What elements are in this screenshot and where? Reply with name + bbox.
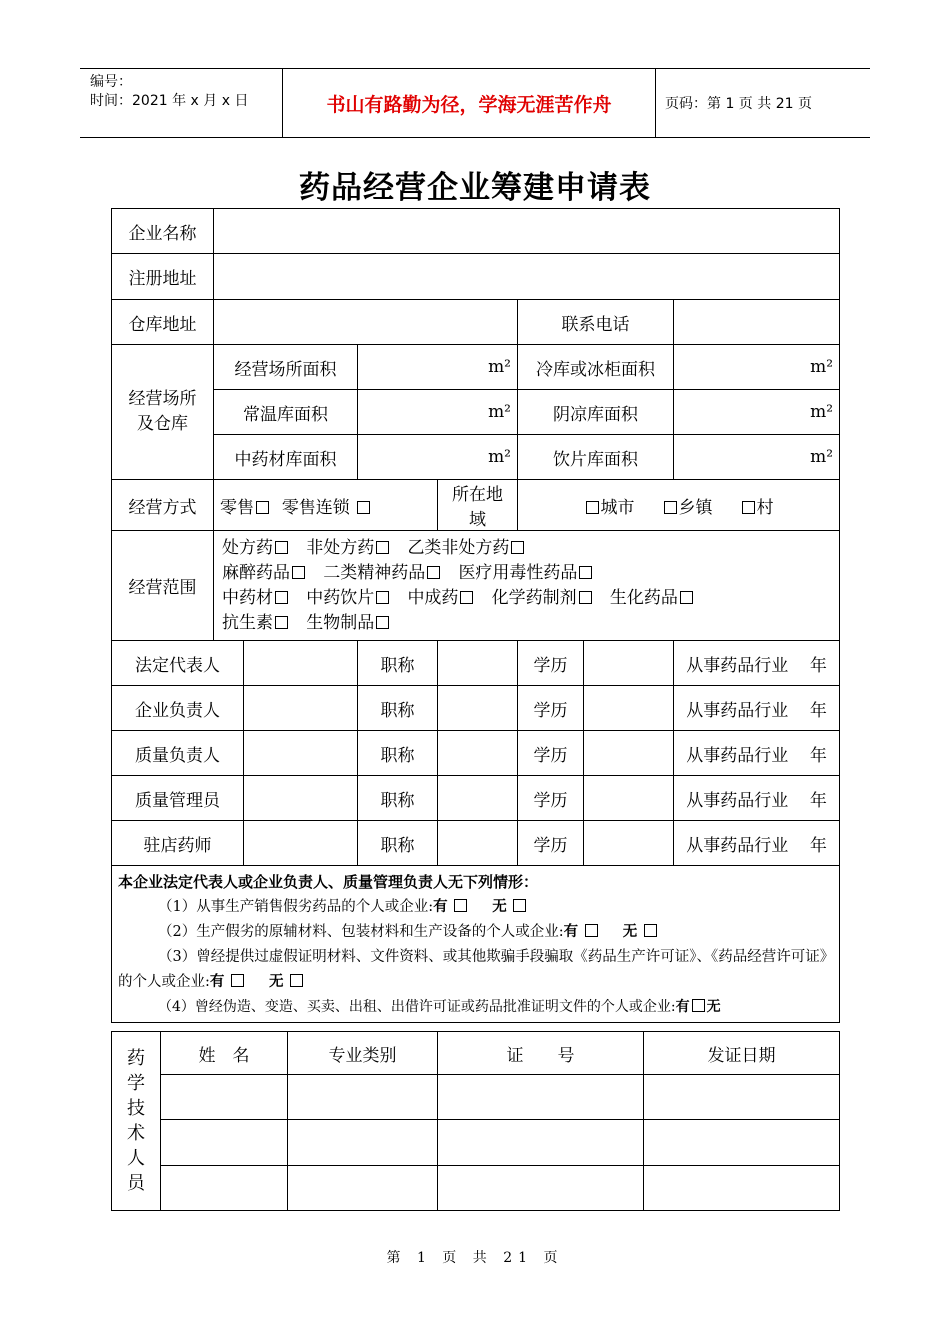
edu-field[interactable] — [584, 641, 674, 686]
personnel-row — [112, 776, 840, 821]
title-field[interactable] — [438, 776, 518, 821]
form-title: 药品经营企业筹建申请表 — [299, 170, 651, 206]
scope-item: 医疗用毒性药品 — [458, 562, 578, 583]
warehouse-address-field[interactable] — [214, 300, 518, 345]
cell[interactable] — [644, 1166, 840, 1211]
scope-checkbox[interactable] — [376, 591, 389, 604]
scope-item: 处方药 — [222, 537, 273, 558]
personnel-row — [112, 731, 840, 776]
motto: 书山有路勤为径，学海无涯苦作舟 — [282, 69, 656, 137]
years-unit: 年 — [809, 700, 827, 721]
declaration-item — [118, 895, 833, 920]
company-name-field[interactable] — [214, 209, 840, 254]
declaration-item — [118, 945, 833, 995]
page-info: 页码：第 1 页 共 21 页 — [665, 96, 812, 112]
edu-label: 学历 — [518, 821, 584, 866]
edu-field[interactable] — [584, 821, 674, 866]
years-label — [674, 776, 840, 821]
personnel-row — [112, 821, 840, 866]
business-mode-options — [214, 480, 438, 531]
scope-checkbox[interactable] — [427, 566, 440, 579]
edu-label: 学历 — [518, 641, 584, 686]
scope-checkbox[interactable] — [579, 566, 592, 579]
no-checkbox[interactable] — [290, 974, 303, 987]
area-field[interactable] — [358, 345, 518, 390]
title-label: 职称 — [358, 821, 438, 866]
area-label: 冷库或冰柜面积 — [518, 345, 674, 390]
name-field[interactable] — [244, 776, 358, 821]
declaration-item — [118, 995, 833, 1020]
area-label: 经营场所面积 — [214, 345, 358, 390]
title-field[interactable] — [438, 686, 518, 731]
time-label: 时间：2021 年 x 月 x 日 — [90, 93, 249, 109]
role-label: 企业负责人 — [112, 686, 244, 731]
chain-checkbox[interactable] — [357, 501, 370, 514]
yes-label: 有 — [433, 899, 448, 915]
years-text: 从事药品行业 — [686, 835, 789, 856]
area-field[interactable] — [358, 435, 518, 480]
number-label: 编号： — [90, 74, 132, 90]
scope-checkbox[interactable] — [376, 541, 389, 554]
no-label: 无 — [492, 899, 507, 915]
scope-checkbox[interactable] — [579, 591, 592, 604]
scope-item: 麻醉药品 — [222, 562, 290, 583]
declaration-text: （4）曾经伪造、变造、买卖、出租、出借许可证或药品批准证明文件的个人或企业: — [158, 999, 676, 1015]
pharmacist-row — [112, 1120, 840, 1166]
name-field[interactable] — [244, 821, 358, 866]
scope-checkbox[interactable] — [376, 616, 389, 629]
application-form — [111, 208, 839, 1211]
yes-label: 有 — [563, 924, 579, 940]
declaration-text: （2）生产假劣的原辅材料、包装材料和生产设备的个人或企业: — [158, 924, 564, 940]
scope-item: 二类精神药品 — [323, 562, 426, 583]
city-checkbox[interactable] — [586, 501, 599, 514]
edu-field[interactable] — [584, 731, 674, 776]
name-field[interactable] — [244, 686, 358, 731]
cell[interactable] — [161, 1075, 288, 1120]
cell[interactable] — [288, 1166, 438, 1211]
scope-options — [214, 531, 840, 641]
cell[interactable] — [644, 1120, 840, 1166]
title-label: 职称 — [358, 776, 438, 821]
title-field[interactable] — [438, 821, 518, 866]
side-char: 术 — [127, 1123, 145, 1144]
reg-address-field[interactable] — [214, 254, 840, 300]
company-name-label: 企业名称 — [112, 209, 214, 254]
side-char: 学 — [127, 1073, 145, 1094]
years-text: 从事药品行业 — [686, 745, 789, 766]
scope-label: 经营范围 — [112, 531, 214, 641]
years-label — [674, 686, 840, 731]
declaration — [112, 866, 840, 1023]
no-checkbox[interactable] — [644, 924, 657, 937]
scope-checkbox[interactable] — [460, 591, 473, 604]
personnel-row — [112, 641, 840, 686]
yes-checkbox[interactable] — [231, 974, 244, 987]
cell[interactable] — [438, 1120, 644, 1166]
reg-address-label: 注册地址 — [112, 254, 214, 300]
scope-checkbox[interactable] — [275, 541, 288, 554]
scope-item: 生化药品 — [609, 587, 678, 608]
years-label — [674, 821, 840, 866]
years-label — [674, 641, 840, 686]
yes-label: 有 — [675, 999, 690, 1015]
cell[interactable] — [288, 1075, 438, 1120]
pharmacist-row — [112, 1075, 840, 1120]
role-label: 质量负责人 — [112, 731, 244, 776]
role-label: 法定代表人 — [112, 641, 244, 686]
retail-checkbox[interactable] — [256, 501, 269, 514]
yes-checkbox[interactable] — [692, 999, 705, 1012]
cell[interactable] — [644, 1075, 840, 1120]
scope-item: 中成药 — [407, 587, 459, 608]
years-text: 从事药品行业 — [686, 790, 789, 811]
premises-label: 经营场所及仓库 — [112, 345, 214, 480]
personnel-row — [112, 686, 840, 731]
col-header-cert: 证 号 — [438, 1032, 644, 1075]
page-footer: 第 1 页 共 21 页 — [386, 1250, 564, 1266]
no-checkbox[interactable] — [513, 899, 526, 912]
area-label: 常温库面积 — [214, 390, 358, 435]
area-field[interactable] — [674, 435, 840, 480]
scope-checkbox[interactable] — [275, 591, 288, 604]
years-unit: 年 — [809, 655, 827, 676]
edu-label: 学历 — [518, 776, 584, 821]
col-header-name: 姓 名 — [161, 1032, 288, 1075]
unit-label: m² — [810, 357, 834, 377]
scope-item: 中药饮片 — [306, 587, 375, 608]
area-field[interactable] — [358, 390, 518, 435]
region-town: 乡镇 — [678, 497, 713, 518]
scope-checkbox[interactable] — [292, 566, 305, 579]
header-meta — [80, 69, 282, 137]
mode-chain: 零售连锁 — [281, 497, 350, 518]
phone-field[interactable] — [674, 300, 840, 345]
phone-label: 联系电话 — [518, 300, 674, 345]
region-village: 村 — [756, 497, 774, 518]
unit-label: m² — [488, 447, 511, 467]
years-unit: 年 — [809, 790, 827, 811]
edu-label: 学历 — [518, 731, 584, 776]
cell[interactable] — [161, 1166, 288, 1211]
pharmacist-table — [111, 1031, 840, 1211]
yes-label: 有 — [209, 974, 225, 990]
title-label: 职称 — [358, 641, 438, 686]
no-label: 无 — [269, 974, 284, 990]
no-label: 无 — [622, 924, 638, 940]
scope-item: 生物制品 — [306, 612, 375, 633]
name-field[interactable] — [244, 731, 358, 776]
cell[interactable] — [288, 1120, 438, 1166]
years-text: 从事药品行业 — [686, 655, 789, 676]
title-field[interactable] — [438, 731, 518, 776]
edu-field[interactable] — [584, 686, 674, 731]
scope-checkbox[interactable] — [511, 541, 524, 554]
yes-checkbox[interactable] — [585, 924, 598, 937]
warehouse-address-label: 仓库地址 — [112, 300, 214, 345]
business-mode-label: 经营方式 — [112, 480, 214, 531]
years-label — [674, 731, 840, 776]
title-label: 职称 — [358, 686, 438, 731]
unit-label: m² — [810, 447, 834, 467]
region-options — [518, 480, 840, 531]
declaration-text: （3）曾经提供过虚假证明材料、文件资料、或其他欺骗手段骗取《药品生产许可证》、《药品经营许可证》的个人或企业: — [118, 949, 827, 990]
scope-item: 乙类非处方药 — [407, 537, 510, 558]
declaration-text: （1）从事生产销售假劣药品的个人或企业: — [158, 899, 434, 915]
col-header-major: 专业类别 — [288, 1032, 438, 1075]
name-field[interactable] — [244, 641, 358, 686]
area-label: 中药材库面积 — [214, 435, 358, 480]
edu-label: 学历 — [518, 686, 584, 731]
side-char: 药 — [127, 1048, 145, 1069]
cell[interactable] — [161, 1120, 288, 1166]
town-checkbox[interactable] — [664, 501, 677, 514]
pharmacist-side-label — [112, 1032, 161, 1211]
region-city: 城市 — [600, 497, 635, 518]
scope-item: 抗生素 — [222, 612, 273, 633]
scope-item: 中药材 — [222, 587, 273, 608]
area-field[interactable] — [674, 345, 840, 390]
location-label: 所在地域 — [438, 480, 518, 531]
scope-checkbox[interactable] — [275, 616, 288, 629]
col-header-date: 发证日期 — [644, 1032, 840, 1075]
role-label: 驻店药师 — [112, 821, 244, 866]
scope-item: 化学药制剂 — [491, 587, 577, 608]
title-label: 职称 — [358, 731, 438, 776]
side-char: 人 — [127, 1148, 145, 1169]
years-unit: 年 — [809, 835, 827, 856]
role-label: 质量管理员 — [112, 776, 244, 821]
yes-checkbox[interactable] — [454, 899, 467, 912]
declaration-heading: 本企业法定代表人或企业负责人、质量管理负责人无下列情形： — [118, 873, 539, 891]
unit-label: m² — [810, 402, 834, 422]
declaration-item — [118, 920, 833, 945]
area-field[interactable] — [674, 390, 840, 435]
scope-item: 非处方药 — [306, 537, 375, 558]
mode-retail: 零售 — [220, 497, 254, 518]
pharmacist-row — [112, 1166, 840, 1211]
years-unit: 年 — [809, 745, 827, 766]
scope-checkbox[interactable] — [680, 591, 693, 604]
side-char: 技 — [127, 1098, 145, 1119]
page-header — [80, 68, 870, 138]
area-label: 饮片库面积 — [518, 435, 674, 480]
unit-label: m² — [488, 402, 511, 422]
cell[interactable] — [438, 1075, 644, 1120]
cell[interactable] — [438, 1166, 644, 1211]
no-label: 无 — [706, 999, 721, 1015]
title-field[interactable] — [438, 641, 518, 686]
village-checkbox[interactable] — [742, 501, 755, 514]
edu-field[interactable] — [584, 776, 674, 821]
years-text: 从事药品行业 — [686, 700, 789, 721]
area-label: 阴凉库面积 — [518, 390, 674, 435]
unit-label: m² — [488, 357, 511, 377]
side-char: 员 — [127, 1173, 145, 1194]
